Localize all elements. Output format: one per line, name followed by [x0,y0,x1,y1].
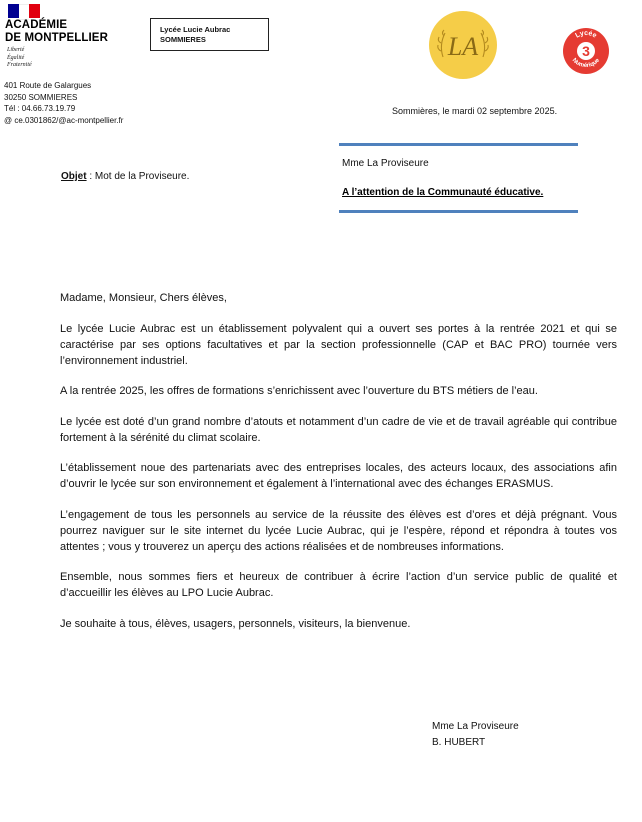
address-email: @ ce.0301862/@ac-montpellier.fr [4,115,124,125]
divider-top [339,143,578,146]
academy-name [5,19,108,45]
badge-top-text: Lycée [574,29,598,40]
divider-bottom [339,210,578,213]
body-paragraph: Madame, Monsieur, Chers élèves, [60,292,227,304]
body-paragraph: Le lycée est doté d’un grand nombre d’atouts et notamment d’un cadre de vie et de travail agréable qui contribue fortement à la sérénité du climat scolaire. [60,415,617,444]
letter-body [60,290,617,646]
date-line: Sommières, le mardi 02 septembre 2025. [392,106,558,116]
badge-number: 3 [582,43,590,59]
school-name-box [150,18,269,51]
signature-block [432,719,519,751]
body-paragraph: L’établissement noue des partenariats avec des entreprises locales, des acteurs locaux, des associations afin d’ouvrir le lycée sur son environnement et également à l’international avec des échanges ERASMUS. [60,462,617,490]
subject-line [61,171,189,182]
subject-label: Objet [61,171,87,182]
body-paragraph: Le lycée Lucie Aubrac est un établissement polyvalent qui a ouvert ses portes à la rentrée 2021 et qui se caractérise par ses options facultatives et par la section professionnelle (CAP et BAC PRO) tournée vers l’environnement industriel. [60,322,617,367]
address-street: 401 Route de Galargues [4,81,92,90]
republic-motto [7,47,32,70]
school-city: SOMMIERES [160,35,206,44]
body-paragraph: Je souhaite à tous, élèves, usagers, personnels, visiteurs, la bienvenue. [60,617,411,630]
laurel-icon [429,11,497,79]
motto-liberte: Liberté [7,47,25,53]
sender-address [4,80,123,126]
svg-text:Lycée [574,30,597,40]
address-phone: Tél : 04.66.73.19.79 [4,104,76,113]
signature-name: B. HUBERT [432,737,486,748]
address-city: 30250 SOMMIERES [4,92,78,102]
signature-title: Mme La Proviseure [432,721,519,732]
motto-egalite: Égalité [7,54,25,61]
body-paragraph: L’engagement de tous les personnels au service de la réussite des élèves est d’ores et déjà prégnant. Vous pourrez naviguer sur le site internet du lycée Lucie Aubrac, qui je l’espère, répond et répondra à toutes vos attentes ; vous y trouverez un aperçu des actions réalisées et de nombreuses informations. [60,508,617,553]
republic-flag-icon [8,4,40,18]
school-logo [429,11,497,79]
subject-text: : Mot de la Proviseure. [86,171,190,182]
motto-fraternite: Fraternité [7,62,32,68]
academy-name-line2: DE MONTPELLIER [5,32,108,44]
academy-name-line1: ACADÉMIE [5,19,68,31]
body-paragraph: A la rentrée 2025, les offres de formations s’enrichissent avec l’ouverture du BTS métiers de l’eau. [60,385,538,397]
logo-initials: LA [447,32,479,61]
lycee-numerique-badge [563,28,609,74]
school-name: Lycée Lucie Aubrac [160,25,231,34]
recipient-attention: A l’attention de la Communauté éducative. [342,187,544,198]
body-paragraph: Ensemble, nous sommes fiers et heureux de contribuer à écrire l’action d’un service public de qualité et d’accueillir les élèves au LPO Lucie Aubrac. [60,571,617,599]
recipient-name: Mme La Proviseure [342,158,429,169]
badge-bottom-text: Numérique [570,57,602,70]
